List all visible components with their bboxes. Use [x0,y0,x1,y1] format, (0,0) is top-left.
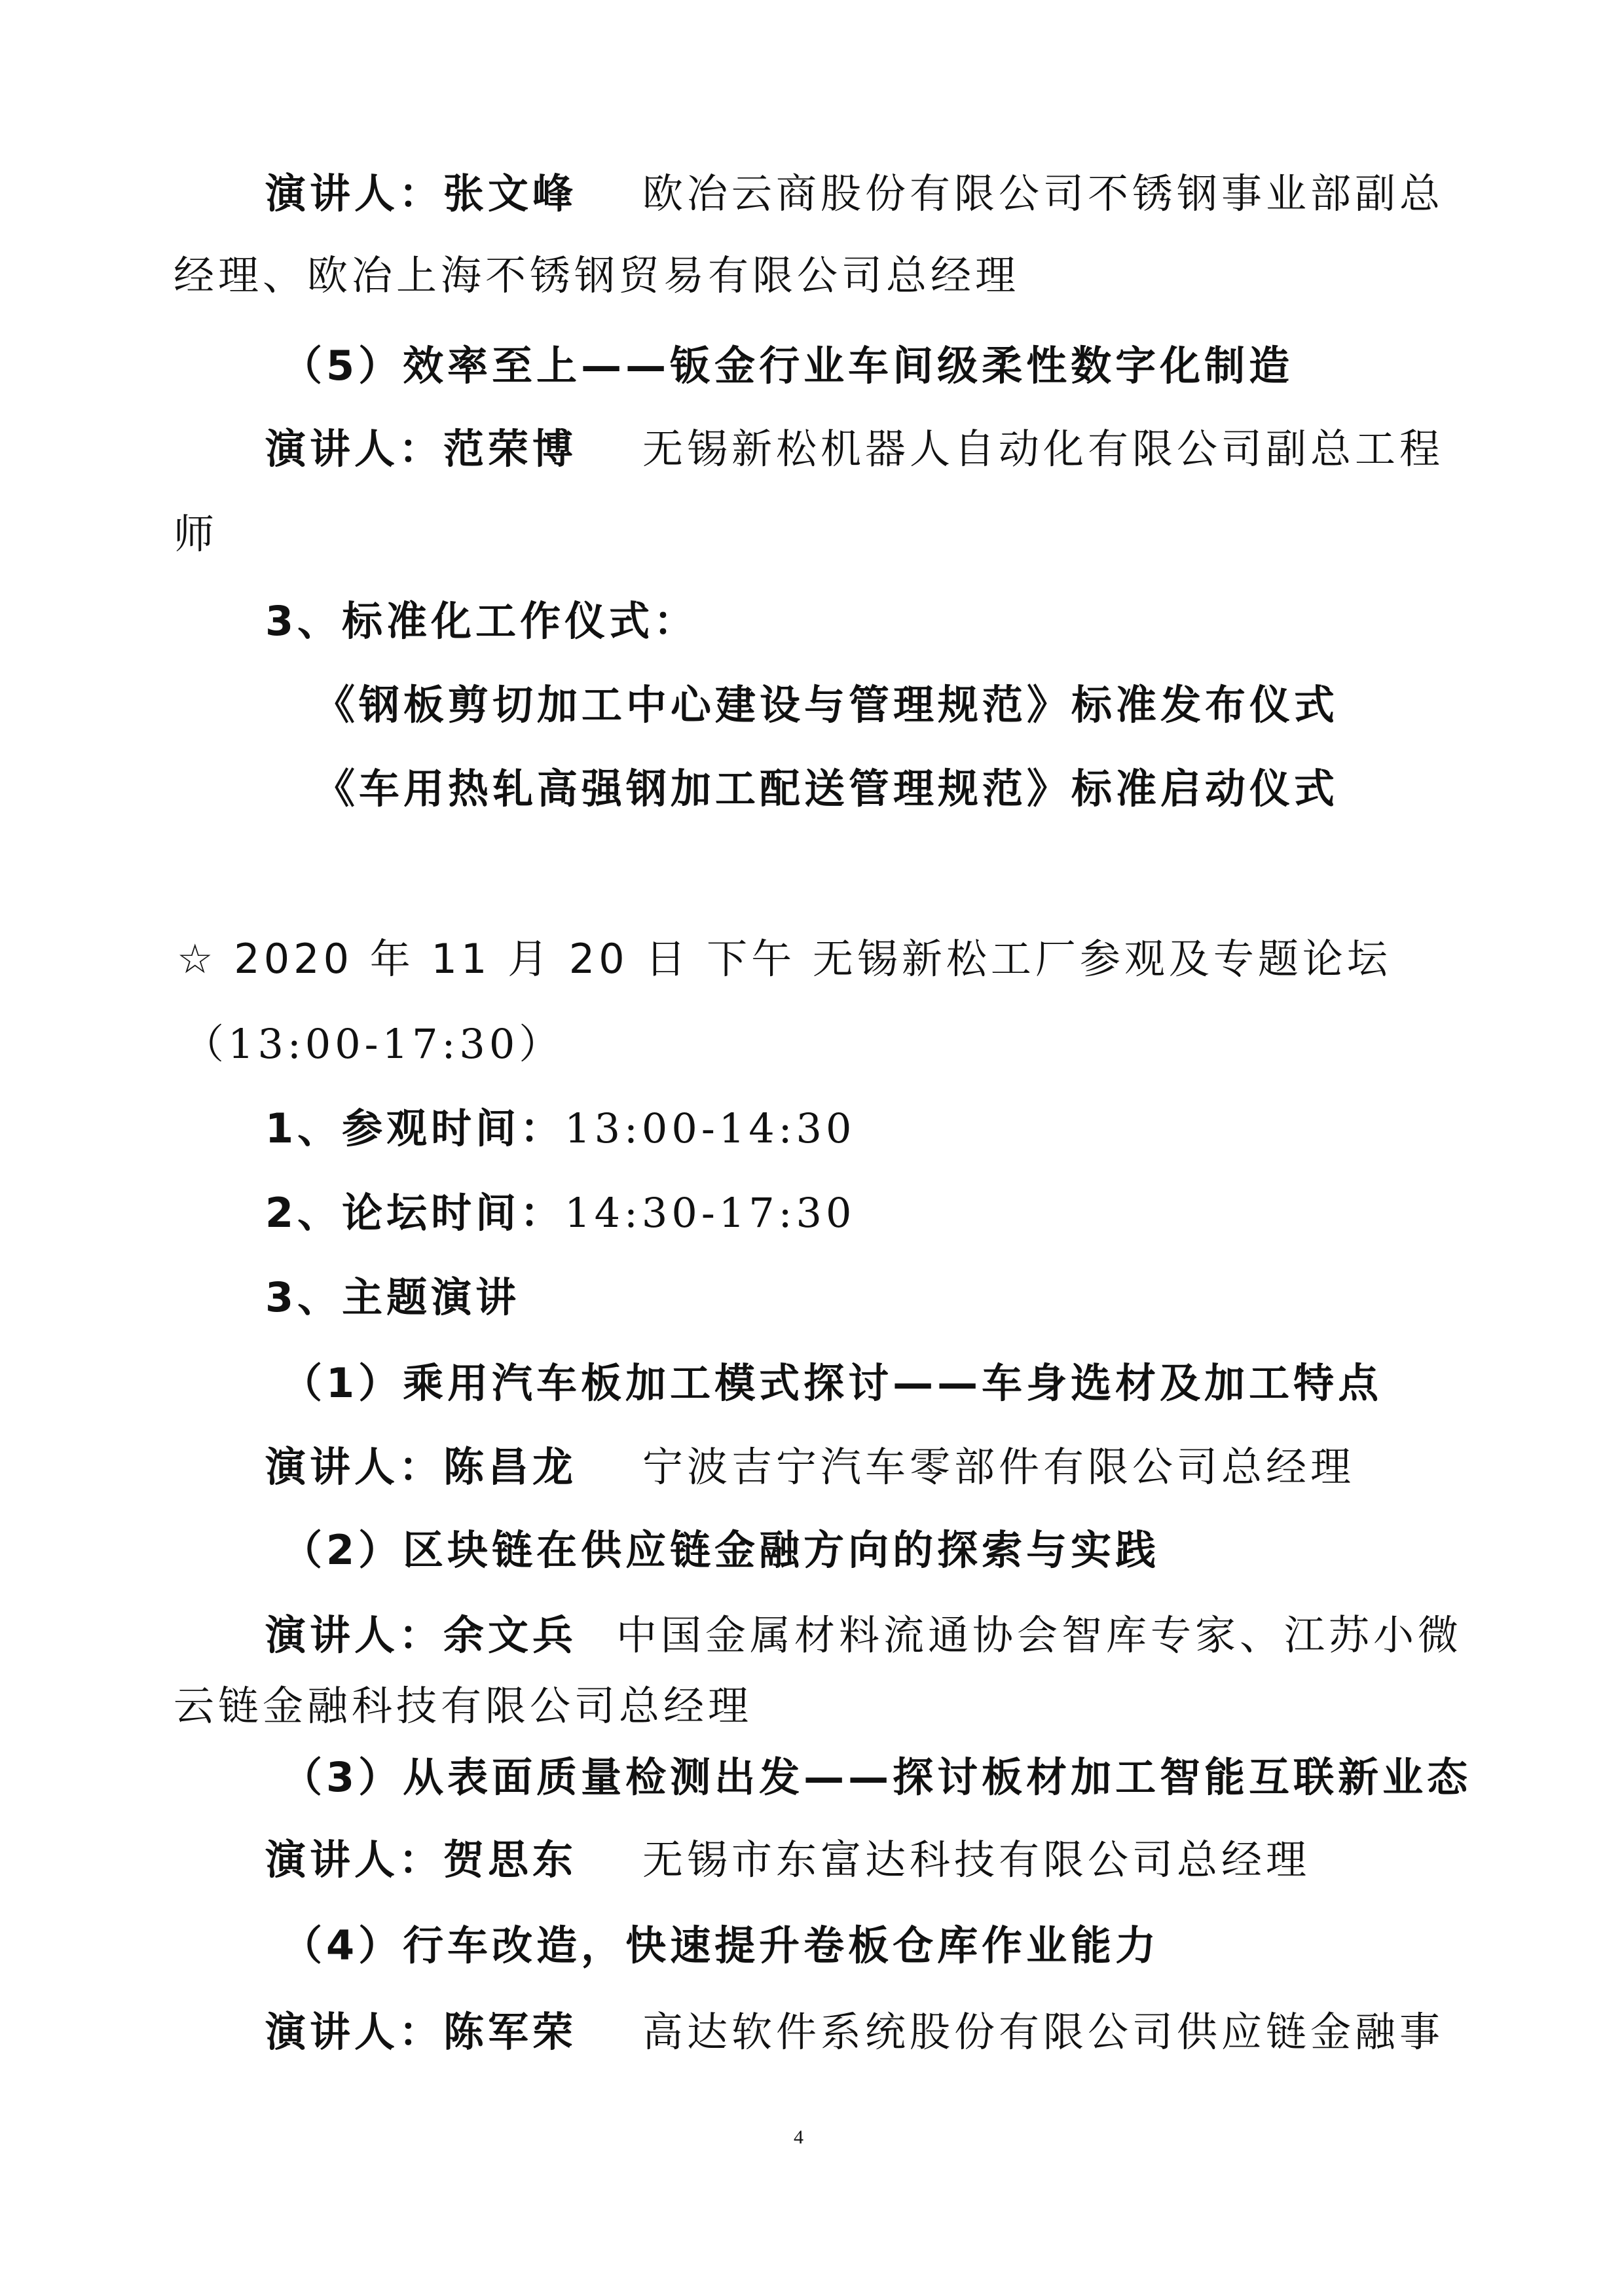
schedule-time: 13:00-14:30 [564,1104,856,1152]
speaker-name: 演讲人：张文峰 [265,170,578,217]
session-time: （13:00-17:30） [183,1020,564,1068]
speaker-name: 演讲人：陈昌龙 [265,1443,578,1491]
talk-title: （1）乘用汽车板加工模式探讨——车身选材及加工特点 [282,1359,1383,1407]
speaker-line-3 [265,1443,1356,1491]
speaker-title: 高达软件系统股份有限公司供应链金融事 [642,2008,1445,2056]
talk-title: （4）行车改造，快速提升卷板仓库作业能力 [282,1922,1160,1969]
schedule-label: 1、参观时间： [265,1104,565,1152]
ceremony-line: 《车用热轧高强钢加工配送管理规范》标准启动仪式 [314,765,1339,812]
speaker-title: 宁波吉宁汽车零部件有限公司总经理 [642,1443,1356,1491]
session-heading: ☆ 2020 年 11 月 20 日 下午 无锡新松工厂参观及专题论坛 [177,935,1392,983]
talk-title: （5）效率至上——钣金行业车间级柔性数字化制造 [282,342,1294,390]
ceremony-line: 《钢板剪切加工中心建设与管理规范》标准发布仪式 [314,681,1339,729]
schedule-label: 2、论坛时间： [265,1189,565,1237]
speaker-title: 中国金属材料流通协会智库专家、江苏小微 [616,1611,1463,1659]
speaker-name: 演讲人：陈军荣 [265,2008,578,2056]
body-line: 经理、欧冶上海不锈钢贸易有限公司总经理 [174,251,1020,299]
speaker-title: 欧冶云商股份有限公司不锈钢事业部副总 [642,170,1445,217]
speaker-line-2 [265,425,1445,473]
speaker-name: 演讲人：贺思东 [265,1836,578,1884]
speaker-name: 演讲人：余文兵 [265,1611,578,1659]
section-heading: 3、主题演讲 [265,1273,521,1321]
speaker-name: 演讲人：范荣博 [265,425,578,473]
speaker-title: 无锡市东富达科技有限公司总经理 [642,1836,1311,1884]
speaker-title: 无锡新松机器人自动化有限公司副总工程 [642,425,1445,473]
speaker-line-6 [265,2008,1445,2056]
speaker-line-4 [265,1611,1463,1659]
talk-title: （2）区块链在供应链金融方向的探索与实践 [282,1526,1160,1574]
schedule-line [265,1104,856,1152]
schedule-time: 14:30-17:30 [564,1189,856,1237]
body-line: 师 [174,510,219,558]
body-line: 云链金融科技有限公司总经理 [174,1682,753,1730]
speaker-line-5 [265,1836,1311,1884]
speaker-line-1 [265,170,1445,217]
section-heading: 3、标准化工作仪式： [265,597,699,645]
page-number: 4 [794,2126,803,2148]
talk-title: （3）从表面质量检测出发——探讨板材加工智能互联新业态 [282,1753,1472,1801]
schedule-line [265,1189,856,1237]
